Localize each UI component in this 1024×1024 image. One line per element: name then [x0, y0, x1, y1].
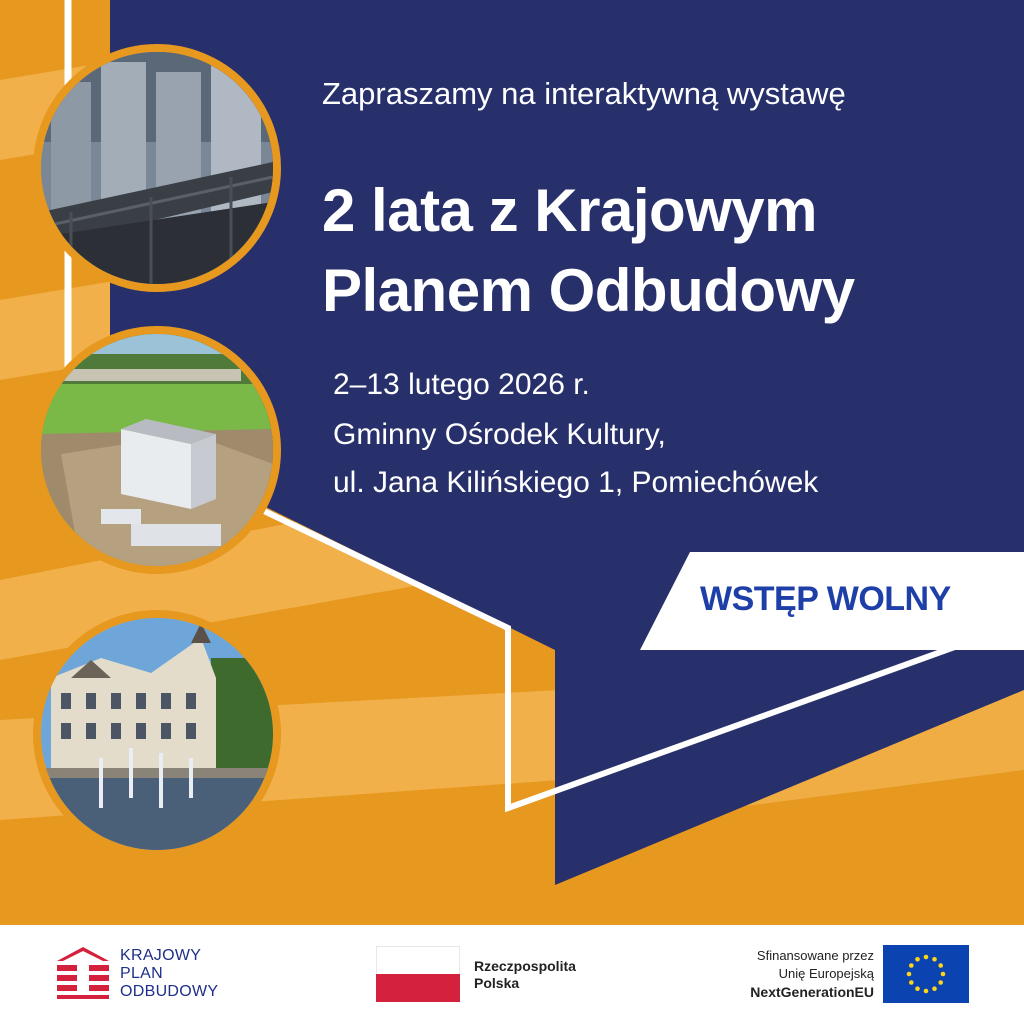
eu-flag — [883, 945, 969, 1003]
kpo-line-2: PLAN — [120, 965, 163, 982]
eu-line-1: Sfinansowane przez — [756, 948, 874, 963]
eu-line-2: Unię Europejską — [778, 966, 874, 981]
rp-logo-text — [474, 958, 576, 992]
free-entry-label: WSTĘP WOLNY — [700, 580, 951, 618]
event-venue: Gminny Ośrodek Kultury, — [333, 418, 666, 451]
rp-line-2: Polska — [474, 975, 520, 991]
kpo-logo-text — [120, 947, 218, 1001]
event-address: ul. Jana Kilińskiego 1, Pomiechówek — [333, 466, 819, 499]
title-line-2: Planem Odbudowy — [322, 257, 855, 324]
rp-line-1: Rzeczpospolita — [474, 958, 576, 974]
photo-apartment-building — [33, 326, 281, 574]
event-date: 2–13 lutego 2026 r. — [333, 368, 590, 401]
kpo-stacked-bars-logo — [57, 947, 109, 999]
kpo-line-3: ODBUDOWY — [120, 983, 219, 1000]
title-line-1: 2 lata z Krajowym — [322, 177, 818, 244]
photo-palace-fountains — [33, 610, 281, 858]
invite-text: Zapraszamy na interaktywną wystawę — [322, 76, 846, 111]
photo-grain-silos — [33, 44, 281, 292]
eu-line-3: NextGenerationEU — [750, 984, 874, 1000]
polish-flag — [376, 946, 460, 1002]
kpo-line-1: KRAJOWY — [120, 947, 202, 964]
eu-funding-text — [716, 947, 874, 1001]
